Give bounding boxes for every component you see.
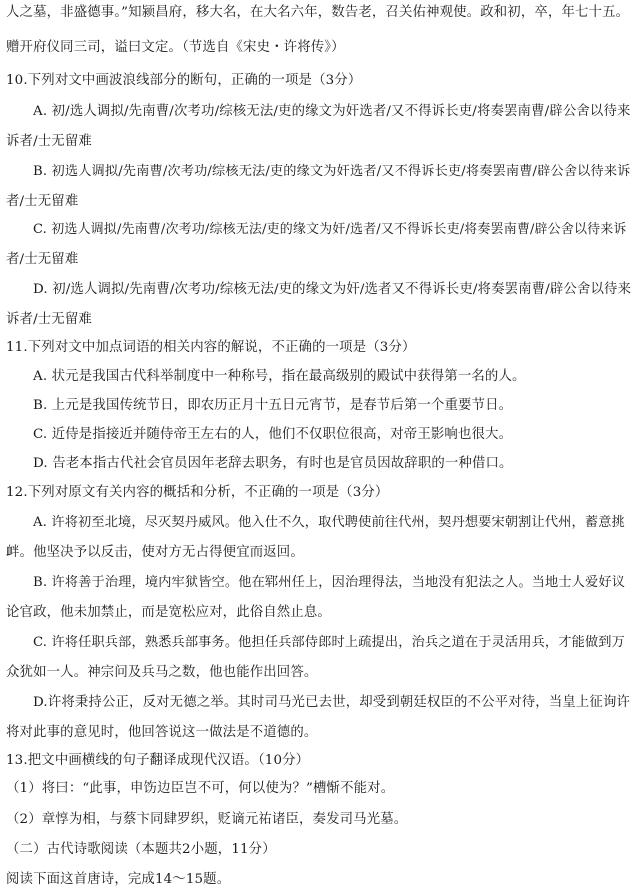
question-10-option-a-cont: 诉者/士无留难: [6, 134, 92, 149]
passage-line: 人之墓，非盛德事。”知颍昌府，移大名，在大名六年，数告老，召关佑神观使。政和初，卒，年七十五。: [6, 5, 630, 20]
question-12-option-d-cont: 将对此事的意见时，他回答说这一做法是不道德的。: [6, 725, 318, 740]
question-10-option-b: B. 初选人调拟/先南曹/次考功/综核无法/吏的缘文为奸选者/又不得诉长吏/将奏罢南曹/辟公舍以待来诉: [33, 164, 631, 179]
question-11-option-d: D. 告老本指古代社会官员因年老辞去职务，有时也是官员因故辞职的一种借口。: [33, 456, 513, 471]
question-10-option-a: A. 初/选人调拟/先南曹/次考功/综核无法/吏的缘文为奸选者/又不得诉长吏/将奏罢南曹/辟公舍以待来: [33, 104, 631, 119]
question-13-sentence-2: （2）章惇为相，与蔡卞同肆罗织，贬谪元祐诸臣，奏发司马光墓。: [6, 812, 408, 827]
question-10-option-d: D. 初/选人调拟/先南曹/次考功/综核无法/吏的缘文为奸/选者又不得诉长吏/将奏罢南曹/辟公舍以待来: [33, 282, 632, 297]
question-12-stem: 12.下列对原文有关内容的概括和分析，不正确的一项是（3分）: [6, 485, 389, 500]
question-12-option-c-cont: 众犹如一人。神宗问及兵马之数，他也能作出回答。: [6, 665, 318, 680]
section-instruction: 阅读下面这首唐诗，完成14～15题。: [6, 872, 231, 887]
question-12-option-a-cont: 衅。他坚决予以反击，使对方无占得便宜而返回。: [6, 545, 304, 560]
question-11-option-c: C. 近侍是指接近并随侍帝王左右的人，他们不仅职位很高，对帝王影响也很大。: [33, 427, 513, 442]
question-13-stem: 13.把文中画横线的句子翻译成现代汉语。（10分）: [6, 753, 310, 768]
question-12-option-a: A. 许将初至北境，尽灭契丹威风。他入仕不久，取代聘使前往代州，契丹想要宋朝割让代州，蓄意挑: [33, 515, 625, 530]
question-12-option-c: C. 许将任职兵部，熟悉兵部事务。他担任兵部侍郎时上疏提出，治兵之道在于灵活用兵，才能做到万: [33, 635, 625, 650]
question-10-option-c-cont: 者/士无留难: [6, 252, 79, 267]
question-13-sentence-1: （1）将曰：“此事，申饬边臣岂不可，何以使为？”槽惭不能对。: [6, 781, 395, 796]
question-10-option-d-cont: 诉者/士无留难: [6, 312, 92, 327]
passage-line: 赠开府仪同三司，谥曰文定。（节选自《宋史・许将传》）: [6, 40, 345, 55]
section-title: （二）古代诗歌阅读（本题共2小题，11分）: [6, 842, 276, 857]
question-12-option-d: D.许将秉持公正，反对无德之举。其时司马光已去世，却受到朝廷权臣的不公平对待，当皇上征询许: [33, 695, 631, 710]
question-12-option-b: B. 许将善于治理，境内牢狱皆空。他在郓州任上，因治理得法，当地没有犯法之人。当地士人爱好议: [33, 575, 626, 590]
question-11-option-a: A. 状元是我国古代科举制度中一种称号，指在最高级别的殿试中获得第一名的人。: [33, 369, 526, 384]
question-11-option-b: B. 上元是我国传统节日，即农历正月十五日元宵节，是春节后第一个重要节日。: [33, 398, 513, 413]
question-10-stem: 10.下列对文中画波浪线部分的断句，正确的一项是（3分）: [6, 73, 362, 88]
question-12-option-b-cont: 论官政，他未加禁止，而是宽松应对，此俗自然止息。: [6, 605, 331, 620]
question-11-stem: 11.下列对文中加点词语的相关内容的解说，不正确的一项是（3分）: [6, 340, 416, 355]
question-10-option-b-cont: 者/士无留难: [6, 194, 79, 209]
question-10-option-c: C. 初选人调拟/先南曹/次考功/综核无法/吏的缘文为奸/选者/又不得诉长吏/将奏罢南曹/辟公舍以待来诉: [33, 222, 627, 237]
